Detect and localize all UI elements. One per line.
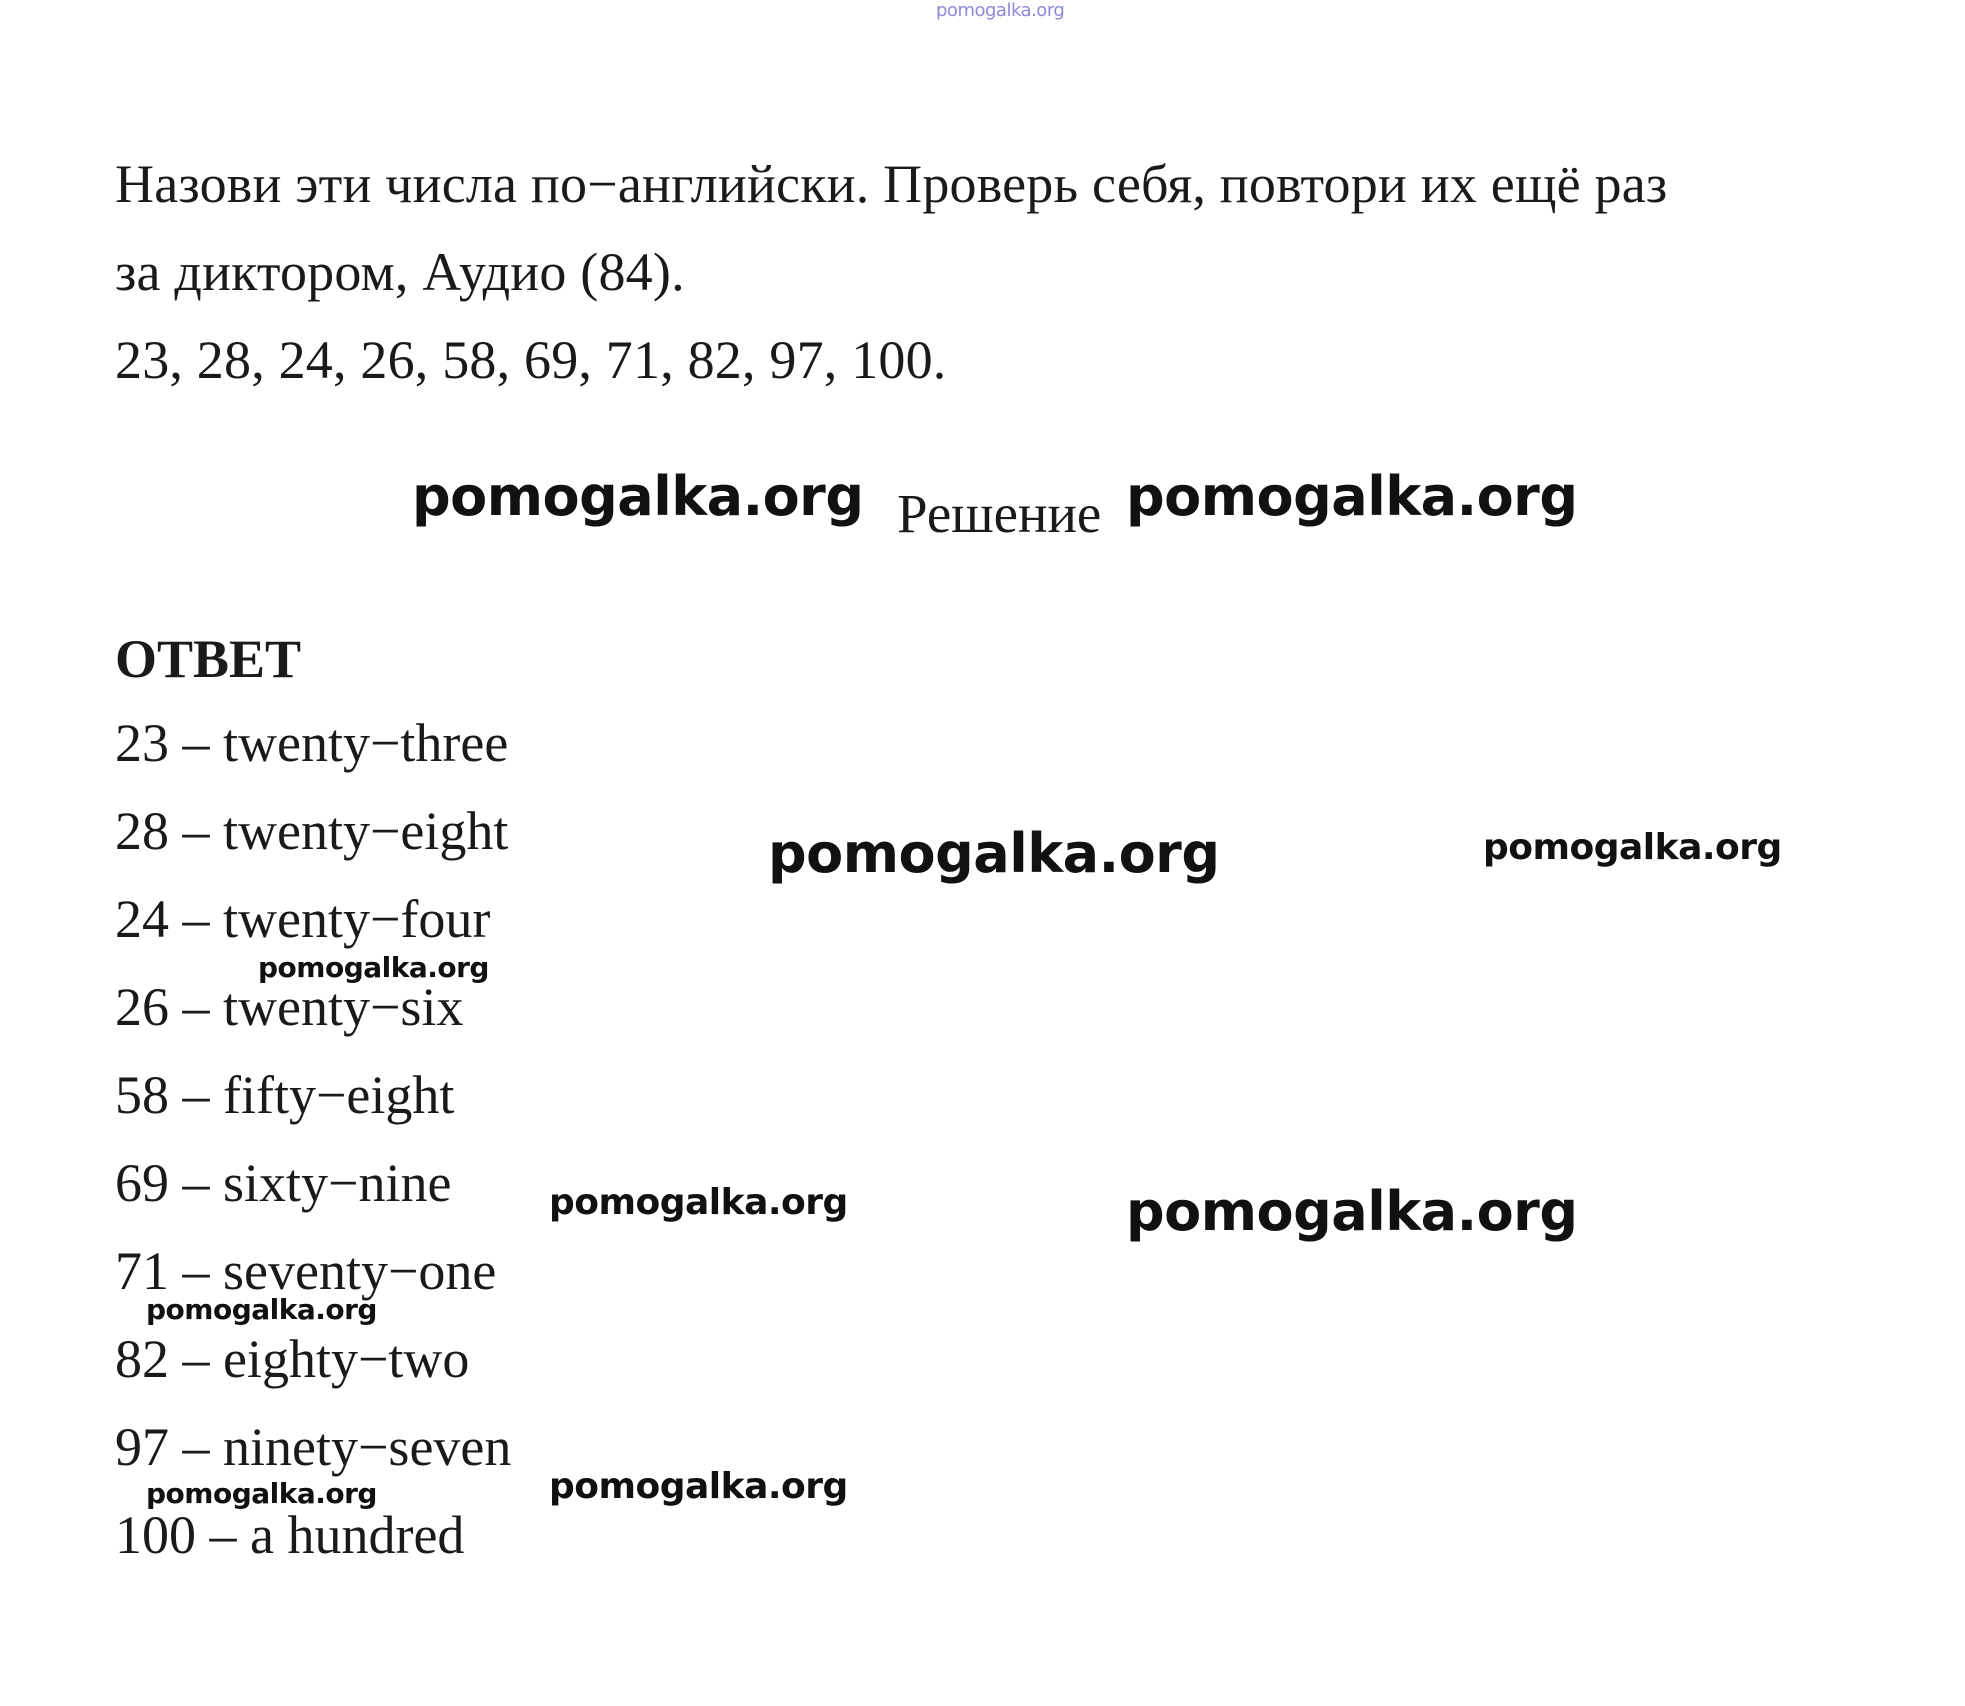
answer-item: 82 – eighty−two <box>115 1329 470 1389</box>
answer-heading: ОТВЕТ <box>115 629 302 689</box>
answer-list <box>115 715 511 1595</box>
watermark: pomogalka.org <box>1483 827 1782 868</box>
watermark-top: pomogalka.org <box>936 0 1065 21</box>
task-text-line-2: за диктором, Аудио (84). <box>115 242 685 302</box>
watermark: pomogalka.org <box>1126 1180 1578 1243</box>
task-text-line-1: Назови эти числа по−английски. Проверь себя, повтори их ещё раз <box>115 154 1668 214</box>
watermark: pomogalka.org <box>258 951 489 984</box>
answer-item: 23 – twenty−three <box>115 713 509 773</box>
watermark: pomogalka.org <box>549 1182 848 1223</box>
answer-item: 26 – twenty−six <box>115 977 464 1037</box>
watermark: pomogalka.org <box>549 1466 848 1507</box>
answer-item: 97 – ninety−seven <box>115 1417 512 1477</box>
watermark: pomogalka.org <box>412 465 864 528</box>
answer-item: 69 – sixty−nine <box>115 1153 452 1213</box>
watermark: pomogalka.org <box>1126 465 1578 528</box>
watermark: pomogalka.org <box>768 822 1220 885</box>
task-numbers: 23, 28, 24, 26, 58, 69, 71, 82, 97, 100. <box>115 330 947 390</box>
answer-item: 100 – a hundred <box>115 1505 465 1565</box>
answer-item: 58 – fifty−eight <box>115 1065 455 1125</box>
answer-item: 71 – seventy−one <box>115 1241 497 1301</box>
watermark: pomogalka.org <box>146 1293 377 1326</box>
answer-item: 28 – twenty−eight <box>115 801 509 861</box>
solution-label: Решение <box>897 483 1102 544</box>
answer-item: 24 – twenty−four <box>115 889 491 949</box>
watermark: pomogalka.org <box>146 1477 377 1510</box>
